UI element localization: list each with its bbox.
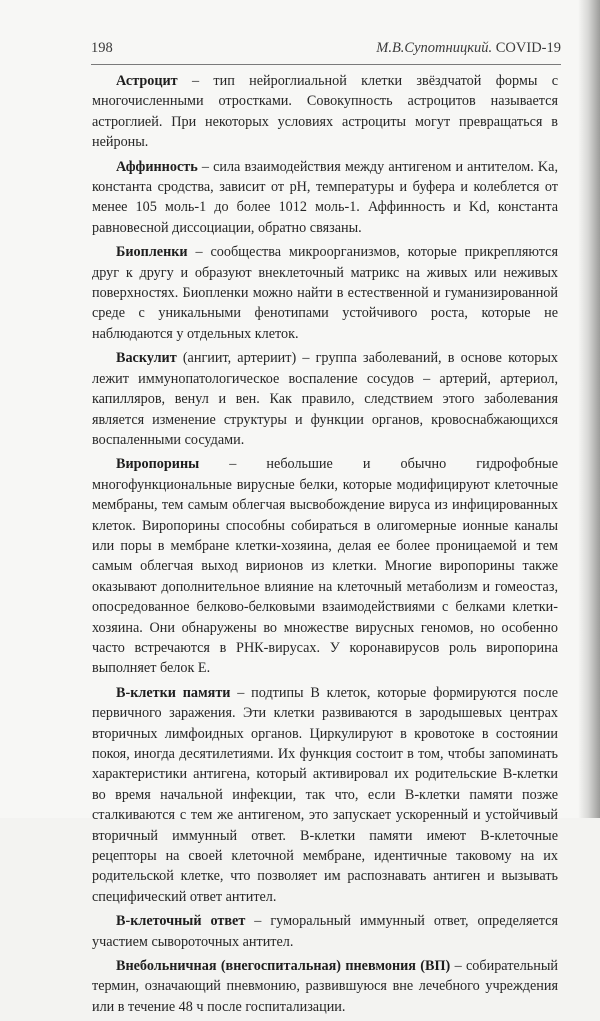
glossary-definition: – группа заболеваний, в основе которых лежит иммунопатологическое воспаление сосудов – артерий, артериол, капилляров, венул и вен. Как правило, следствием этого заболевания является изменение структуры и функции органов, кровоснабжающихся воспаленными сосудами. <box>92 350 558 448</box>
glossary-definition: – тип нейроглиальной клетки звёздчатой формы с многочисленными отростками. Совокупность астроцитов называется астроглией. При некоторых условиях астроциты могут превращаться в нейроны. <box>92 73 558 151</box>
glossary-entry-viroporins <box>92 454 558 678</box>
glossary-term: Виропорины <box>116 456 200 473</box>
glossary-entry-affinity <box>92 157 558 239</box>
glossary-definition: – сила взаимодействия между антигеном и антителом. Ka, константа сродства, зависит от pH, температуры и буфера и колеблется от менее 105 моль-1 до более 1012 моль-1. Аффинность и Kd, константа равновесной диссоциации, обратно связаны. <box>92 158 558 236</box>
glossary-entry-community-pneumonia <box>92 956 558 1017</box>
glossary-entry-b-cell-response <box>92 911 558 952</box>
glossary-definition: – небольшие и обычно гидрофобные многофункциональные вирусные белки, которые модифицируют клеточные мембраны, тем самым облегчая высвобождение вируса из инфицированных клеток. Виропорины способны собираться в олигомерные ионные каналы или поры в мембране клетки-хозяина, делая ее более проницаемой и тем самым облегчая выход вирионов из клетки. Многие виропорины также оказывают дополнительное влияние на клеточный метаболизм и гомеостаз, опосредованное белково-белковыми взаимодействиями с белками клетки-хозяина. Они обнаружены во множестве вирусных геномов, но особенно часто встречаются в РНК-вирусах. У коронавирусов роль виропорина выполняет белок E. <box>92 456 558 677</box>
glossary-term: В-клетки памяти <box>116 684 231 701</box>
glossary-definition: – сообщества микроорганизмов, которые прикрепляются друг к другу и образуют внеклеточный матрикс на живых или неживых поверхностях. Биопленки можно найти в естественной и гуманизированной среде с уникальными фенотипами устойчивого роста, которые не наблюдаются у отдельных клеток. <box>92 244 558 342</box>
running-head-author: М.В.Супотницкий. <box>376 40 493 56</box>
book-page-edge-shadow <box>578 0 600 818</box>
glossary-term: Астроцит <box>116 73 178 89</box>
glossary-entry-vasculitis <box>92 348 558 450</box>
glossary-term: Внебольничная (внегоспитальная) пневмония (ВП) <box>116 958 451 975</box>
glossary-definition: – гуморальный иммунный ответ, определяется участием сывороточных антител. <box>92 913 558 950</box>
glossary-definition: – собирательный термин, означающий пневмонию, развившуюся вне лечебного учреждения или в течение 48 ч после госпитализации. <box>92 958 558 1015</box>
glossary-term: Аффинность <box>116 158 198 175</box>
glossary-definition: – подтипы В клеток, которые формируются после первичного заражения. Эти клетки развиваются в зародышевых центрах вторичных лимфоидных органов. Циркулируют в кровотоке в состоянии покоя, иногда десятилетиями. Их функция состоит в том, чтобы запоминать характеристики антигена, который активировал их родительские В-клетки во время начальной инфекции, так что, если В-клетки памяти позже сталкиваются с тем же антигеном, это запускает ускоренный и устойчивый вторичный иммунный ответ. В-клетки памяти имеют В-клеточные рецепторы на своей клеточной мембране, идентичные таковому на их родительской клетке, что позволяет им распознавать антиген и вызывать специфический ответ антител. <box>92 684 558 905</box>
glossary-term: Васкулит <box>116 350 177 367</box>
running-head <box>376 40 561 57</box>
header-divider <box>91 64 561 65</box>
glossary-term: Биопленки <box>116 244 188 261</box>
page-header <box>91 40 561 62</box>
glossary-entry-biofilms <box>92 242 558 344</box>
page-number: 198 <box>91 40 113 56</box>
running-head-title: COVID-19 <box>495 40 561 56</box>
glossary-term: В-клеточный ответ <box>116 913 246 930</box>
glossary-body <box>92 71 558 1021</box>
glossary-entry-memory-b-cells <box>92 683 558 907</box>
glossary-term-note: (ангиит, артериит) <box>176 350 297 367</box>
glossary-entry-astrocyte <box>92 71 558 153</box>
